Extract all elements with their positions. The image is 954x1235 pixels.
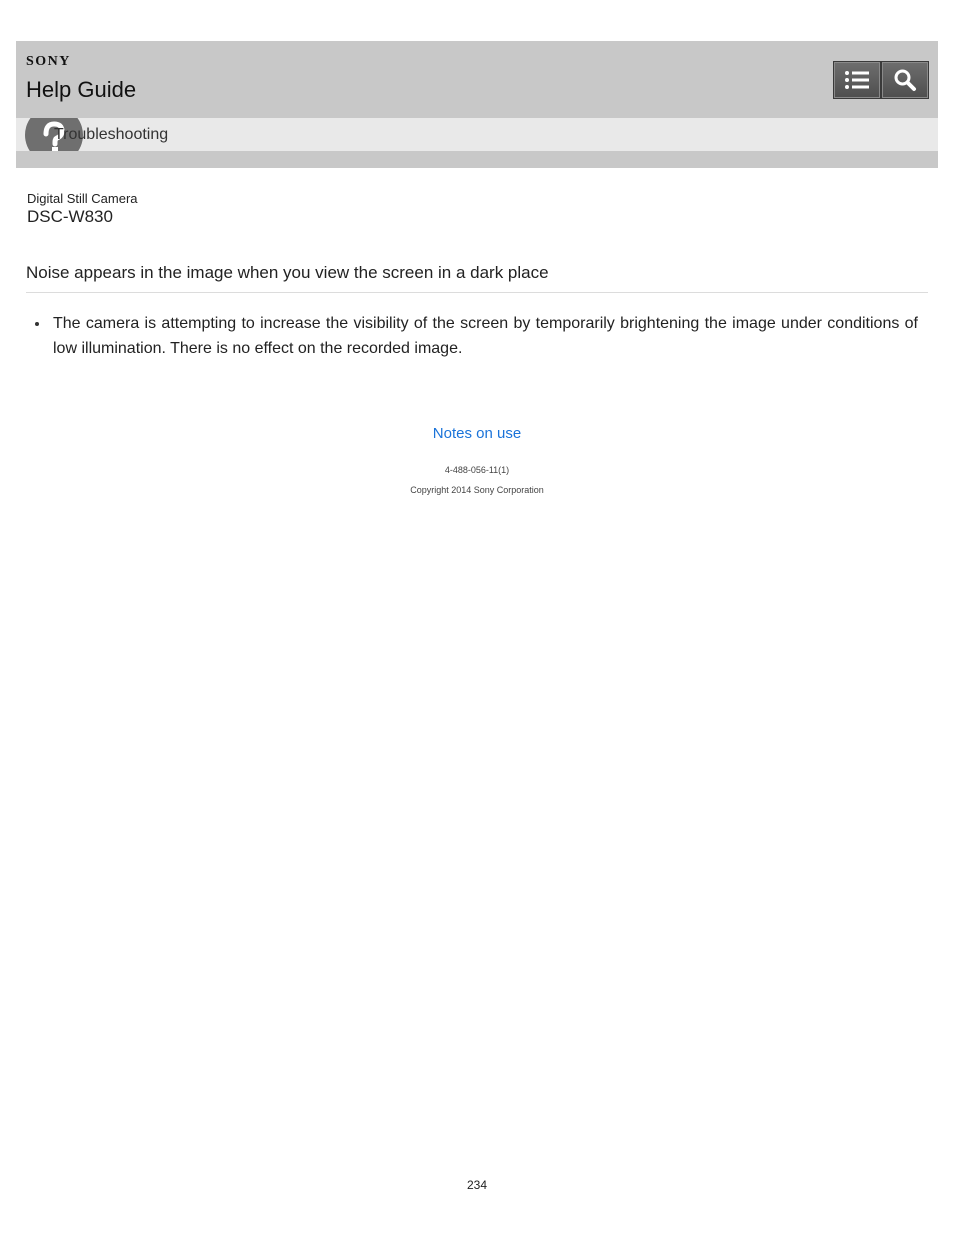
product-type: Digital Still Camera <box>27 191 138 206</box>
sony-logo: SONY <box>26 54 71 69</box>
list-item-text: The camera is attempting to increase the visibility of the screen by temporarily brightening the image under conditions of low illumination. There is no effect on the recorded image. <box>53 315 918 357</box>
heading-divider <box>26 292 928 293</box>
list-icon <box>844 69 870 91</box>
help-guide-title: Help Guide <box>26 77 137 102</box>
article-body <box>26 311 918 361</box>
breadcrumb <box>16 118 938 151</box>
breadcrumb-troubleshooting[interactable]: Troubleshooting <box>54 126 169 143</box>
page-number: 234 <box>466 1178 488 1192</box>
list-item <box>26 311 918 361</box>
document-code: 4-488-056-11(1) <box>444 465 510 475</box>
page-title: Noise appears in the image when you view the screen in a dark place <box>26 263 549 282</box>
search-button[interactable] <box>881 61 929 99</box>
bullet-icon <box>35 322 39 326</box>
table-of-contents-button[interactable] <box>833 61 881 99</box>
copyright: Copyright 2014 Sony Corporation <box>410 485 544 495</box>
header <box>16 41 938 168</box>
search-icon <box>893 68 917 92</box>
notes-on-use-link[interactable]: Notes on use <box>432 425 522 442</box>
product-model: DSC-W830 <box>27 207 113 226</box>
notes-on-use-container <box>0 425 954 442</box>
